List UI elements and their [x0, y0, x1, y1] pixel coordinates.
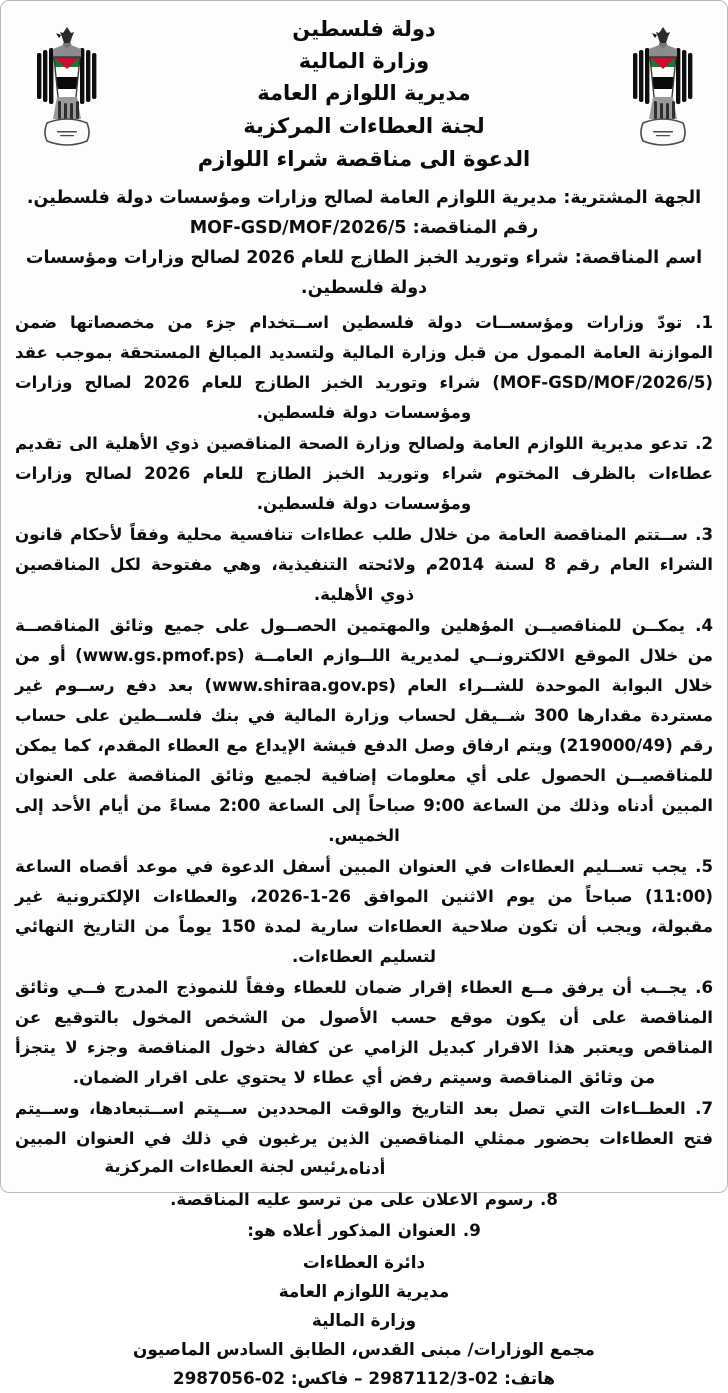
palestine-emblem-icon-left	[33, 23, 101, 158]
clause-item-6: 6. يجــب أن يرفق مــع العطاء إقرار ضمان للعطاء وفقاً للنموذج المدرج فــي وثائق المناقصة على أن يكون موقع حسب الأصول من الشخص المخول بالتوقيع عن المناقص ويعتبر هذا الاقرار كبديل الزامي عن كفالة دخول المناقصة وجزء لا يتجزأ من وثائق المناقصة وسيتم رفض أي عطاء لا يحتوي على اقرار الضمان.	[15, 978, 713, 1087]
signature-line: رئيس لجنة العطاءات المركزية	[104, 1157, 346, 1176]
clause-item-9: 9. العنوان المذكور أعلاه هو:	[247, 1221, 481, 1240]
clause-item-8: 8. رسوم الاعلان على من ترسو عليه المناقصة.	[170, 1190, 558, 1209]
address-line-ministry: وزارة المالية	[311, 1310, 417, 1330]
tender-number-label: رقم المناقصة:	[412, 218, 539, 238]
address-line-building: مجمع الوزارات/ مبنى القدس، الطابق السادس الماصيون	[133, 1339, 595, 1359]
address-line-department: دائرة العطاءات	[302, 1252, 426, 1272]
address-line-contact: هاتف: 02-2987112/3 – فاكس: 02-2987056	[172, 1368, 556, 1388]
tender-number-value: MOF-GSD/MOF/2026/5	[189, 218, 407, 238]
clause-item-5: 5. يجب تســليم العطاءات في العنوان المبين أسفل الدعوة في موعد أقصاه الساعة (11:00) صباحاً من يوم الاثنين الموافق 26-1-2026، والعطاءات الإلكترونية غير مقبولة، ويجب أن تكون صلاحية العطاءات سارية لمدة 150 يوماً من التاريخ النهائي لتسليم العطاءات.	[15, 857, 713, 966]
document-header	[15, 9, 713, 181]
tender-name-line: اسم المناقصة: شراء وتوريد الخبز الطازج للعام 2026 لصالح وزارات ومؤسسات دولة فلسطين.	[25, 248, 703, 298]
palestine-emblem-icon-right	[629, 23, 697, 158]
buyer-line: الجهة المشترية: مديرية اللوازم العامة لصالح وزارات ومؤسسات دولة فلسطين.	[26, 188, 702, 208]
address-block	[15, 1248, 713, 1393]
clause-item-2: 2. تدعو مديرية اللوازم العامة ولصالح وزارة الصحة المناقصين ذوي الأهلية الى تقديم عطاءات بالظرف المختوم شراء وتوريد الخبز الطازج للعام 2026 لصالح وزارات ومؤسسات دولة فلسطين.	[15, 434, 714, 513]
tender-meta-block	[15, 183, 713, 303]
title-line-directorate: مديرية اللوازم العامة	[257, 81, 471, 105]
title-line-invitation: الدعوة الى مناقصة شراء اللوازم	[197, 147, 531, 171]
header-title-block	[125, 13, 603, 176]
title-line-committee: لجنة العطاءات المركزية	[243, 114, 485, 138]
clause-list	[15, 308, 713, 1246]
clause-item-3: 3. ســتتم المناقصة العامة من خلال طلب عطاءات تنافسية محلية وفقاً لأحكام قانون الشراء العام رقم 8 لسنة 2014م ولائحته التنفيذية، وهي مفتوحة لكل المناقصين ذوي الأهلية.	[15, 525, 713, 604]
title-line-ministry: وزارة المالية	[298, 49, 430, 73]
title-line-state: دولة فلسطين	[292, 17, 436, 41]
clause-item-4: 4. يمكــن للمناقصيــن المؤهلين والمهتمين الحصــول على جميع وثائق المناقصــة من خلال الموقع الالكترونــي لمديرية اللــوازم العامــة (www.gs.pmof.ps) أو من خلال البوابة الموحدة للشــراء العام (www.shiraa.gov.ps) بعد دفع رســوم غير مستردة مقدارها 300 شــيقل لحساب وزارة المالية في بنك فلســطين على حساب رقم (219000/49) ويتم ارفاق وصل الدفع فيشة الإيداع مع العطاء المقدم، كما يمكن للمناقصيــن الحصول على أي معلومات إضافية لجميع وثائق المناقصة على العنوان المبين أدناه وذلك من الساعة 9:00 صباحاً إلى الساعة 2:00 مساءً من أيام الأحد إلى الخميس.	[15, 616, 714, 845]
clause-item-1: 1. تودّ وزارات ومؤسســات دولة فلسطين اســتخدام جزء من مخصصاتها ضمن الموازنة العامة الممول من قبل وزارة المالية ولتسديد المبالغ المستحقة بموجب عقد (MOF-GSD/MOF/2026/5) شراء وتوريد الخبز الطازج للعام 2026 لصالح وزارات ومؤسسات دولة فلسطين.	[15, 313, 713, 422]
address-line-directorate: مديرية اللوازم العامة	[278, 1281, 450, 1301]
clause-item-7: 7. العطــاءات التي تصل بعد التاريخ والوقت المحددين ســيتم اســتبعادها، وســيتم فتح العطاءات بحضور ممثلي المناقصين الذين يرغبون في ذلك في العنوان المبين أدناه.	[15, 1099, 713, 1178]
tender-number-line	[15, 213, 713, 243]
